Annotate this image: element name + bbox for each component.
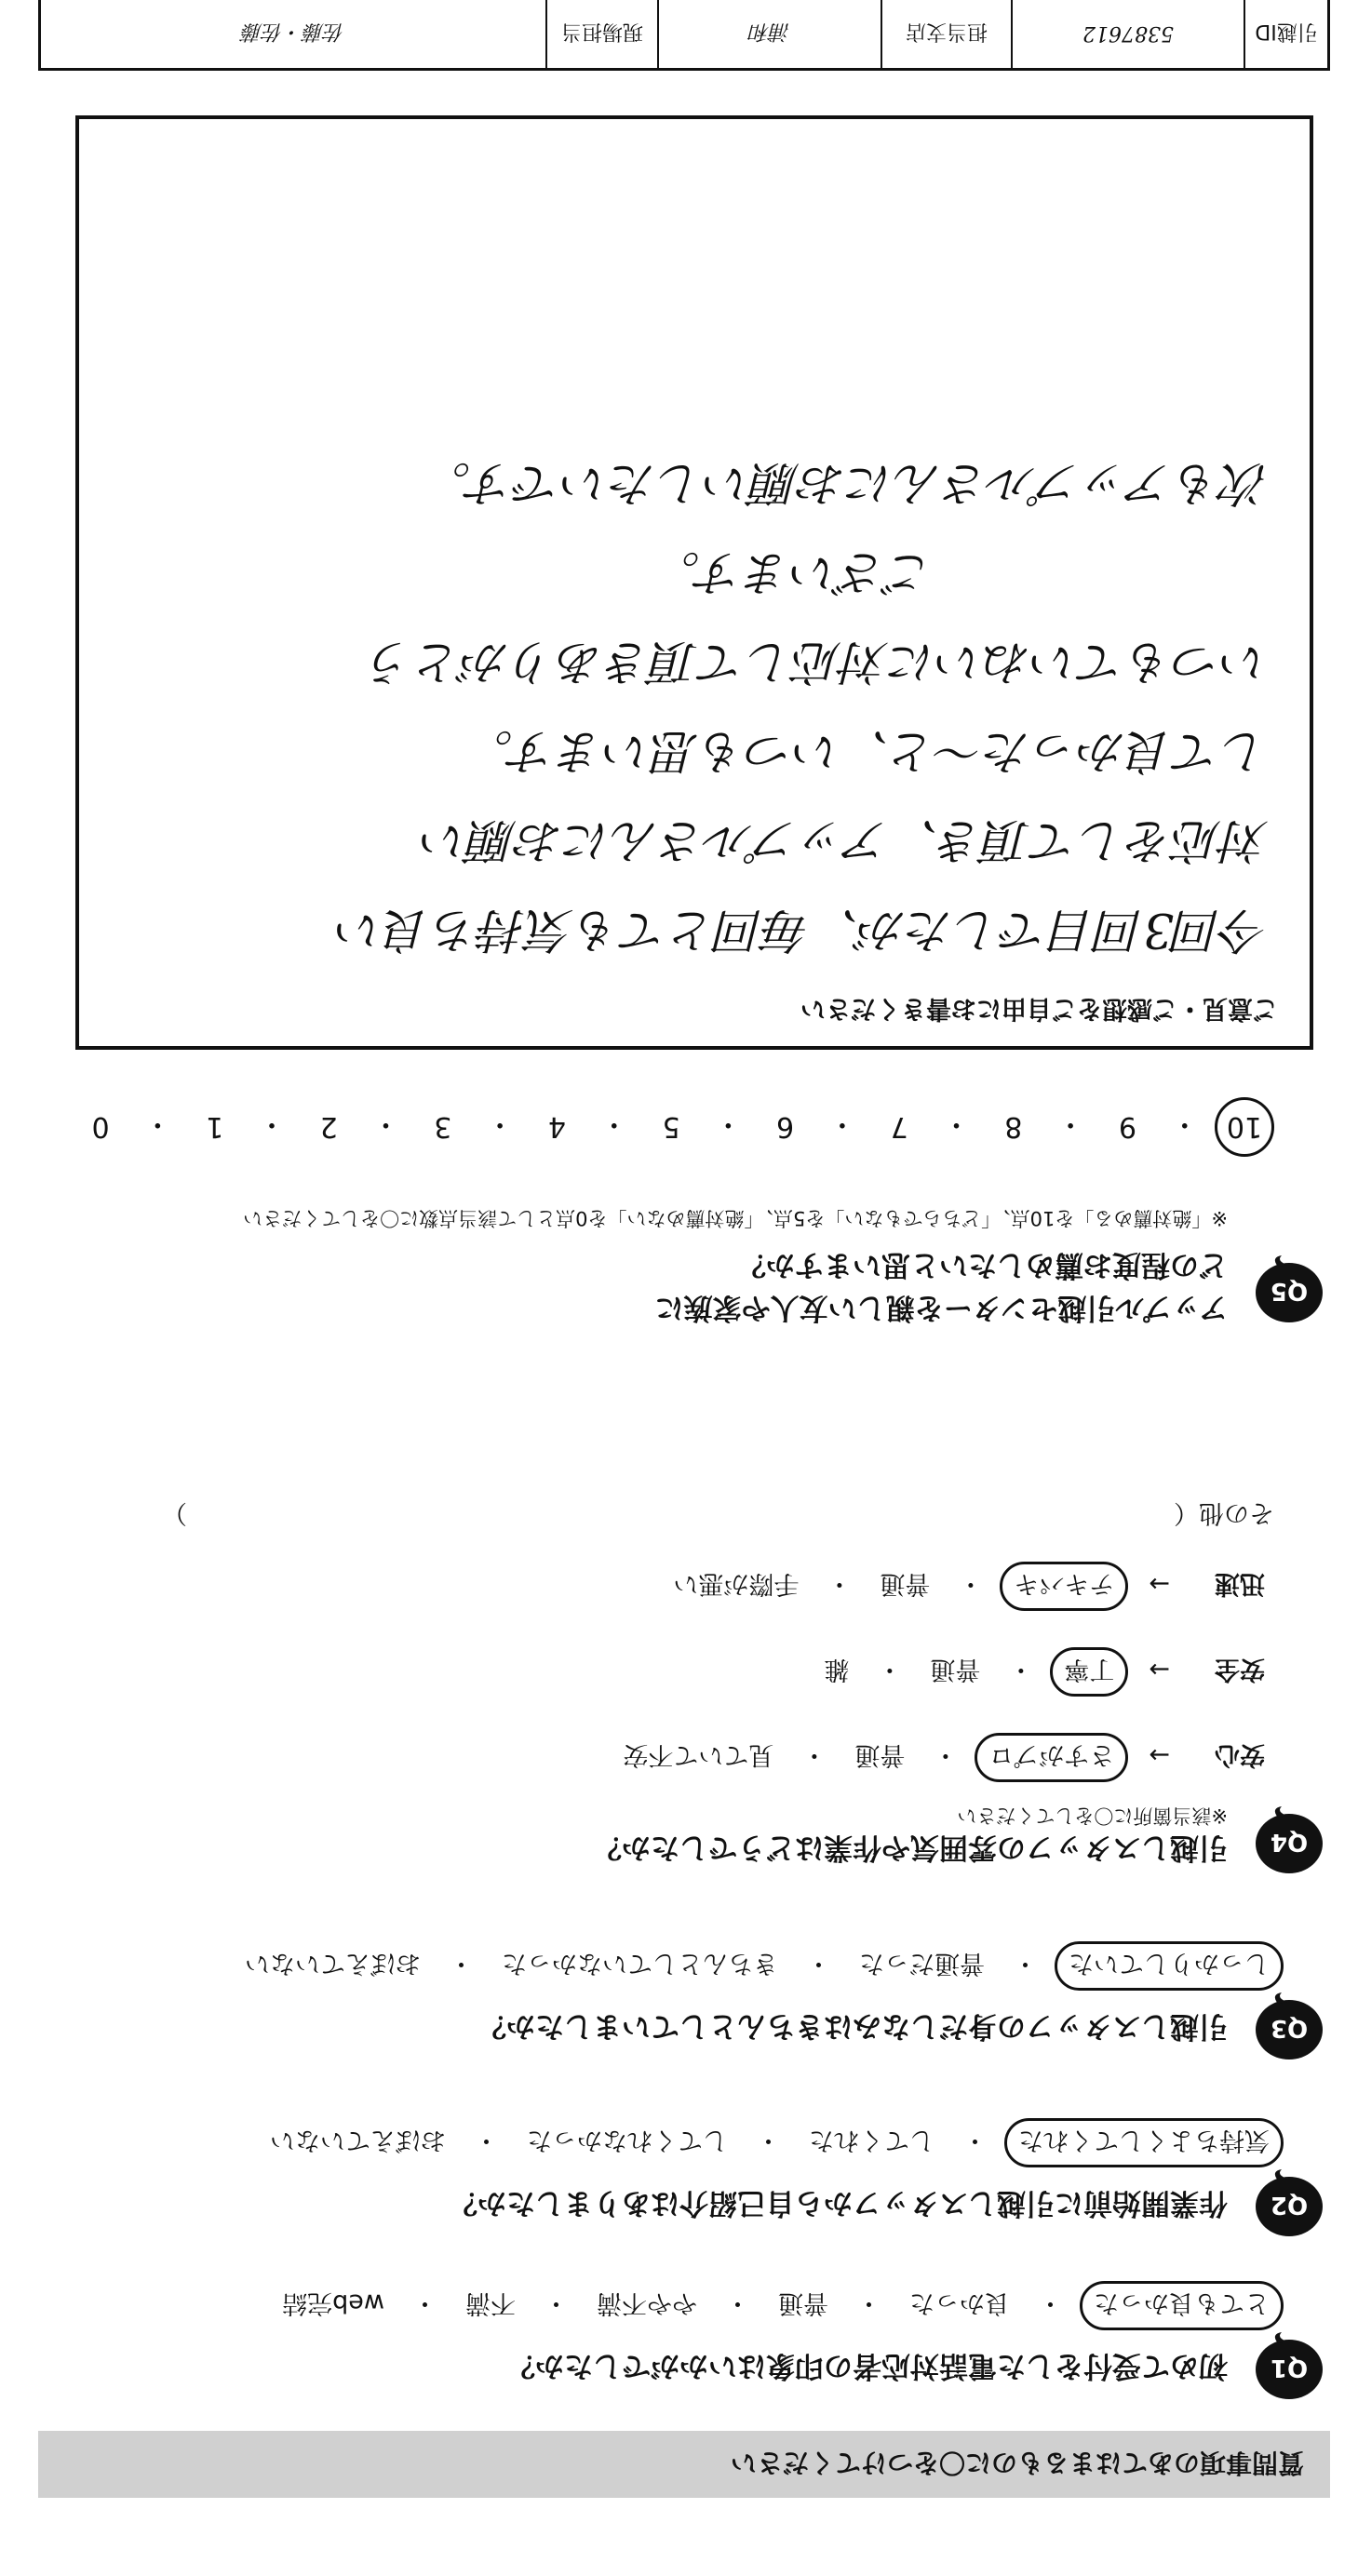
- score-3[interactable]: 3: [434, 1110, 452, 1144]
- q4-row-1-option-3[interactable]: 見ていて不安: [623, 1740, 774, 1769]
- q5-text-line-1: アップル引越センターを親しい友人や家族に: [654, 1291, 1228, 1324]
- q5-scale: 10 ・ 9 ・ 8 ・ 7 ・ 6 ・ 5 ・ 4 ・ 3 ・ 2 ・ 1 ・ 0: [74, 1097, 1274, 1157]
- comment-line: 対応をして頂き、アップルさんにお願い: [421, 812, 1269, 867]
- q4-badge-icon: [1252, 1805, 1326, 1879]
- q4-row-2-option-3[interactable]: 雑: [824, 1655, 850, 1684]
- q3-text: 引越しスタッフの身だしなみはきちんとしていましたか？: [477, 2009, 1228, 2043]
- svg-text:Q2: Q2: [1270, 2191, 1309, 2219]
- question-4: [46, 1492, 1330, 1883]
- score-1[interactable]: 1: [206, 1110, 224, 1144]
- q3-option-3[interactable]: きちんとしていなかった: [502, 1949, 778, 1978]
- comment-heading: ご意見・ご感想をご自由にお書きください: [800, 994, 1278, 1023]
- q1-options: とても良かった・良かった・普通・やや不満・不満・web完結: [271, 2281, 1284, 2330]
- leader-value: 佐藤・佐藤: [242, 20, 345, 44]
- q4-row-1: 安心→さすがプロ・普通・見ていて不安: [612, 1733, 1265, 1782]
- arrow-icon: →: [1149, 1569, 1170, 1598]
- q1-option-4[interactable]: やや不満: [597, 2288, 697, 2317]
- q4-row-2-option-1[interactable]: 丁寧: [1050, 1647, 1128, 1697]
- score-7[interactable]: 7: [890, 1110, 908, 1144]
- question-1: [46, 2278, 1330, 2408]
- comment-line: ございます。: [652, 544, 934, 599]
- svg-text:Q4: Q4: [1270, 1828, 1309, 1856]
- score-10[interactable]: 10: [1215, 1097, 1274, 1157]
- q1-option-6[interactable]: web完結: [282, 2288, 384, 2317]
- question-5: [46, 1166, 1330, 1343]
- q5-note: ※「絶対薦める」を10点、「どちらでもない」を5点、「絶対薦めない」を0点として該当点数に〇をしてください: [243, 1207, 1228, 1229]
- comment-box[interactable]: [75, 115, 1313, 1050]
- q2-option-4[interactable]: おぼえていない: [270, 2126, 446, 2154]
- score-2[interactable]: 2: [319, 1110, 338, 1144]
- q1-badge-icon: [1252, 2330, 1326, 2405]
- q3-option-1[interactable]: しっかりしていた: [1055, 1941, 1284, 1991]
- question-2: [46, 2115, 1330, 2246]
- q1-option-1[interactable]: とても良かった: [1080, 2281, 1284, 2330]
- q4-row-2-label: 安全: [1215, 1655, 1265, 1684]
- q4-other-open: （: [1174, 1498, 1199, 1527]
- score-6[interactable]: 6: [776, 1110, 795, 1144]
- q4-row-3-option-1[interactable]: テキパキ: [1000, 1562, 1128, 1611]
- q2-option-3[interactable]: してくれなかった: [527, 2126, 728, 2154]
- q2-option-2[interactable]: してくれた: [809, 2126, 934, 2154]
- svg-text:Q1: Q1: [1270, 2354, 1309, 2381]
- q3-badge-icon: [1252, 1991, 1326, 2065]
- q3-option-2[interactable]: 普通だった: [859, 1949, 985, 1978]
- q1-option-5[interactable]: 不満: [465, 2288, 516, 2317]
- svg-text:Q5: Q5: [1270, 1277, 1309, 1305]
- comment-text: [107, 437, 1269, 973]
- q4-other-close: ）: [162, 1498, 187, 1527]
- score-0[interactable]: 0: [91, 1110, 110, 1144]
- q4-other-label: その他: [1199, 1498, 1274, 1527]
- instruction-bar: 質問事項のあてはまるものに〇をつけてください: [38, 2431, 1330, 2498]
- q4-text: 引越しスタッフの雰囲気や作業はどうでしたか？: [593, 1831, 1228, 1864]
- q4-row-3: 迅速→テキパキ・普通・手際が悪い: [662, 1562, 1265, 1611]
- q4-row-2-option-2[interactable]: 普通: [930, 1655, 981, 1684]
- q4-row-1-option-2[interactable]: 普通: [854, 1740, 906, 1769]
- leader-label: 現場担当: [545, 0, 657, 68]
- branch-value: 浦和: [657, 0, 881, 68]
- q1-option-3[interactable]: 普通: [778, 2288, 828, 2317]
- q2-option-1[interactable]: 気持ちよくしてくれた: [1004, 2118, 1284, 2167]
- q5-text-line-2: どの程度お薦めしたいと思いますか？: [737, 1248, 1228, 1281]
- q4-row-1-label: 安心: [1215, 1740, 1265, 1769]
- q1-text: 初めて受付をした電話対応者の印象はいかがでしたか？: [506, 2349, 1228, 2382]
- comment-line: して良かった〜と、いつも思います。: [465, 723, 1269, 778]
- q4-row-3-option-3[interactable]: 手際が悪い: [673, 1569, 800, 1598]
- id-value: 5387612: [1011, 0, 1244, 68]
- comment-line: いつもていねいに対応して頂きありがとう: [366, 634, 1269, 689]
- arrow-icon: →: [1149, 1740, 1170, 1769]
- question-3: [46, 1939, 1330, 2069]
- comment-line: 今回3回目でしたが、毎回とても気持ち良い: [336, 902, 1269, 957]
- q3-option-4[interactable]: おぼえていない: [245, 1949, 421, 1978]
- branch-label: 担当支店: [881, 0, 1011, 68]
- score-9[interactable]: 9: [1118, 1110, 1136, 1144]
- svg-text:Q3: Q3: [1270, 2014, 1309, 2042]
- q4-note: ※該当箇所に〇をしてください: [957, 1805, 1228, 1827]
- q4-row-3-option-2[interactable]: 普通: [880, 1569, 931, 1598]
- q2-options: 気持ちよくしてくれた・してくれた・してくれなかった・おぼえていない: [259, 2118, 1284, 2167]
- q1-option-2[interactable]: 良かった: [909, 2288, 1010, 2317]
- id-label: 引越ID: [1244, 0, 1327, 68]
- score-8[interactable]: 8: [1004, 1110, 1023, 1144]
- score-4[interactable]: 4: [547, 1110, 566, 1144]
- header-table: [38, 0, 1330, 71]
- score-5[interactable]: 5: [662, 1110, 680, 1144]
- q2-badge-icon: [1252, 2167, 1326, 2242]
- q5-badge-icon: [1252, 1254, 1326, 1328]
- comment-line: 次もアップルさんにお願いしたいです。: [423, 455, 1269, 510]
- q4-row-1-option-1[interactable]: さすがプロ: [975, 1733, 1128, 1782]
- q4-row-2: 安全→丁寧・普通・雑: [813, 1647, 1265, 1697]
- q3-options: しっかりしていた・普通だった・きちんとしていなかった・おぼえていない: [234, 1941, 1284, 1991]
- q4-other: [83, 1497, 1274, 1534]
- arrow-icon: →: [1149, 1655, 1170, 1684]
- q2-text: 作業開始前に引越しスタッフから自己紹介はありましたか？: [449, 2186, 1228, 2220]
- q4-row-3-label: 迅速: [1215, 1569, 1265, 1598]
